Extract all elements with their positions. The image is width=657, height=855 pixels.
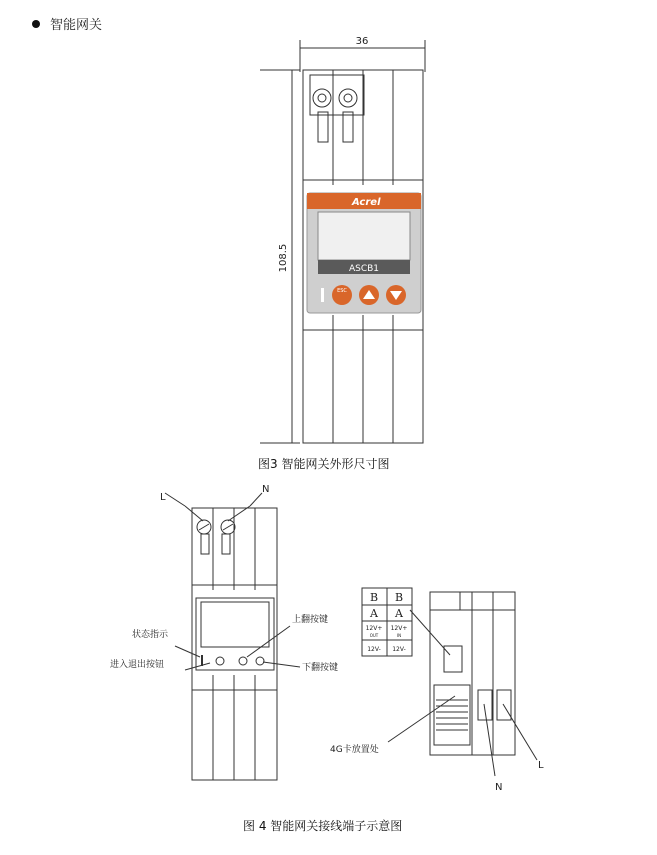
width-label: 36 [355,36,369,47]
page-up-key-label: 上翻按键 [292,615,329,625]
label-n-front: N [262,484,270,495]
label-l-back: L [538,760,544,771]
front-lcd [201,602,269,647]
brand-logo: Acrel [352,197,381,208]
label-l-front: L [160,492,166,503]
esc-button-label: ESC [337,288,347,294]
table-12v-in: 12V+ [390,625,408,632]
figure-3-caption: 图3 智能网关外形尺寸图 [258,457,390,471]
table-b1: B [369,591,379,604]
table-out-sub: OUT [369,633,379,638]
figure-4-caption: 图 4 智能网关接线端子示意图 [243,819,403,833]
terminal-block [444,646,462,672]
status-led [321,288,324,302]
table-12v-out: 12V+ [365,625,383,632]
table-in-sub: IN [396,633,402,638]
sim-card-slot [434,685,470,745]
figure-4-wiring-drawing [0,478,657,808]
table-12v-minus-2: 12V- [392,646,406,653]
table-b2: B [394,591,404,604]
enter-exit-button-label: 进入退出按钮 [110,660,165,670]
label-n-back: N [495,782,503,793]
height-label: 108.5 [278,243,289,273]
table-12v-minus-1: 12V- [367,646,381,653]
page-down-key-label: 下翻按键 [302,663,339,673]
lcd-screen [318,212,410,260]
section-title: 智能网关 [50,18,103,33]
table-a2: A [395,607,403,620]
model-label: ASCB1 [348,264,380,274]
table-a1: A [370,607,378,620]
front-panel-frame [196,598,274,670]
card-slot-label: 4G卡放置处 [330,745,379,755]
status-indicator-label: 状态指示 [132,630,169,640]
